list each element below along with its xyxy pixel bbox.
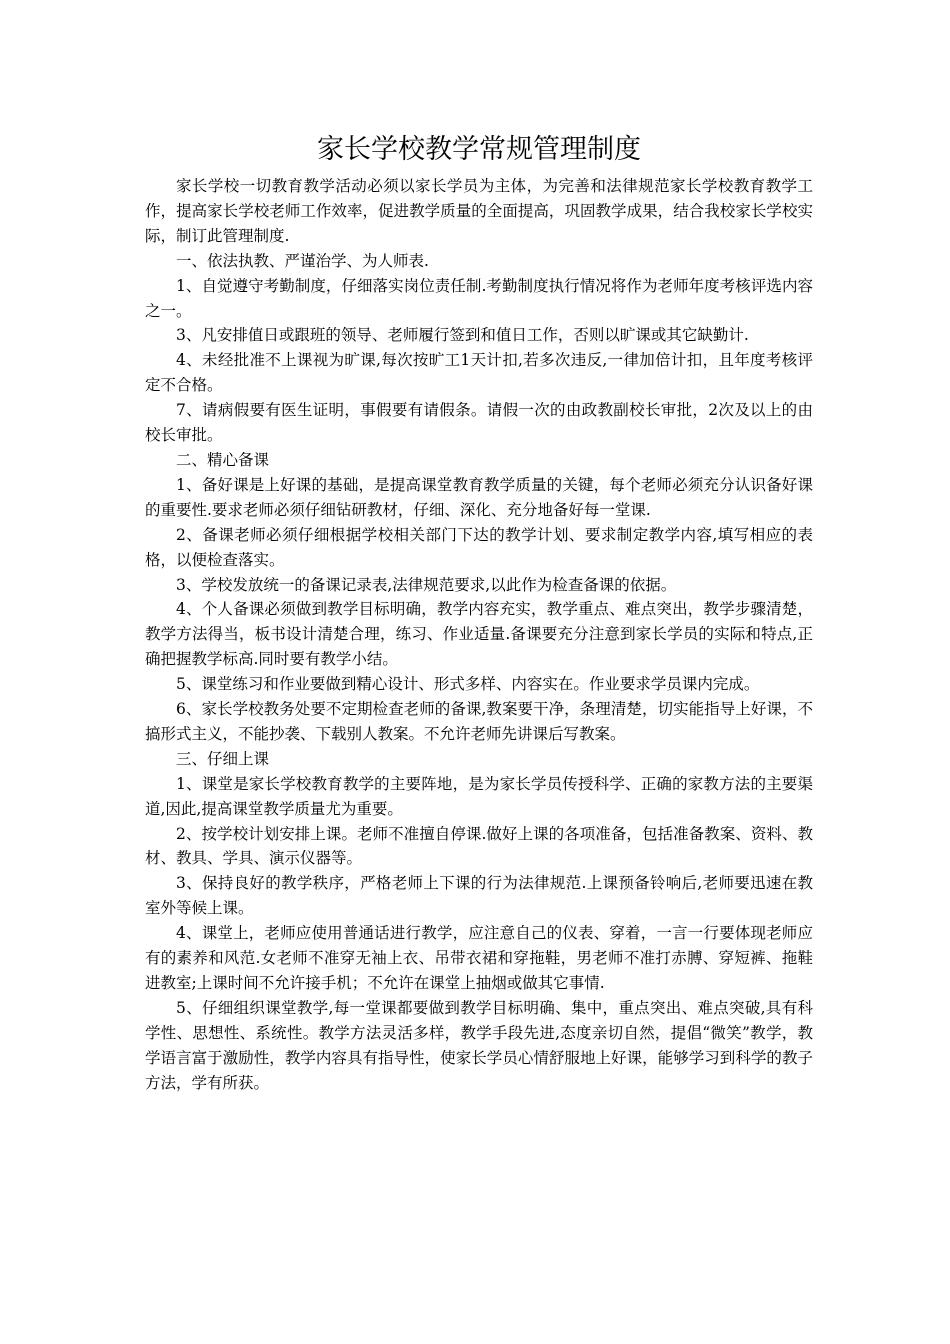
document-body	[145, 174, 813, 1096]
paragraph: 2、备课老师必须仔细根据学校相关部门下达的教学计划、要求制定教学内容,填写相应的表格，以便检查落实。	[145, 525, 813, 569]
paragraph: 4、未经批准不上课视为旷课,每次按旷工1天计扣,若多次违反,一律加倍计扣，且年度考核评定不合格。	[145, 351, 813, 395]
paragraph: 3、学校发放统一的备课记录表,法律规范要求,以此作为检查备课的依据。	[176, 575, 677, 594]
paragraph: 5、仔细组织课堂教学,每一堂课都要做到教学目标明确、集中，重点突出、难点突破,具有科学性、思想性、系统性。教学方法灵活多样，教学手段先进,态度亲切自然，提倡“微笑”教学，教学语言富于激励性，教学内容具有指导性，使家长学员心情舒服地上好课，能够学习到科学的教子方法，学有所获。	[145, 998, 813, 1092]
section-heading-3: 三、仔细上课	[176, 749, 270, 768]
paragraph: 3、凡安排值日或跟班的领导、老师履行签到和值日工作，否则以旷课或其它缺勤计.	[176, 326, 749, 345]
paragraph: 4、课堂上，老师应使用普通话进行教学，应注意自己的仪表、穿着，一言一行要体现老师应有的素养和风范.女老师不准穿无袖上衣、吊带衣裙和穿拖鞋，男老师不准打赤膊、穿短裤、拖鞋进教室;上课时间不允许接手机；不允许在课堂上抽烟或做其它事情.	[145, 924, 813, 992]
paragraph: 7、请病假要有医生证明，事假要有请假条。请假一次的由政教副校长审批，2次及以上的由校长审批。	[145, 401, 813, 445]
document-title: 家长学校教学常规管理制度	[317, 134, 641, 165]
section-heading-2: 二、精心备课	[176, 450, 270, 469]
paragraph: 2、按学校计划安排上课。老师不准擅自停课.做好上课的各项准备，包括准备教案、资料、教材、教具、学具、演示仪器等。	[145, 824, 813, 868]
paragraph: 1、课堂是家长学校教育教学的主要阵地，是为家长学员传授科学、正确的家教方法的主要渠道,因此,提高课堂教学质量尤为重要。	[145, 774, 813, 818]
paragraph: 3、保持良好的教学秩序，严格老师上下课的行为法律规范.上课预备铃响后,老师要迅速在教室外等候上课。	[145, 874, 813, 918]
paragraph: 1、自觉遵守考勤制度，仔细落实岗位责任制.考勤制度执行情况将作为老师年度考核评选内容之一。	[145, 276, 813, 320]
document-content	[145, 128, 813, 1096]
paragraph: 5、课堂练习和作业要做到精心设计、形式多样、内容实在。作业要求学员课内完成。	[176, 675, 760, 694]
paragraph-intro: 家长学校一切教育教学活动必须以家长学员为主体，为完善和法律规范家长学校教育教学工作，提高家长学校老师工作效率，促进教学质量的全面提高，巩固教学成果，结合我校家长学校实际，制订此管理制度.	[145, 177, 813, 245]
paragraph: 6、家长学校教务处要不定期检查老师的备课,教案要干净，条理清楚，切实能指导上好课，不搞形式主义，不能抄袭、下载别人教案。不允许老师先讲课后写教案。	[145, 700, 813, 743]
paragraph: 1、备好课是上好课的基础，是提高课堂教育教学质量的关键，每个老师必须充分认识备好课的重要性.要求老师必须仔细钻研教材，仔细、深化、充分地备好每一堂课.	[145, 475, 813, 519]
paragraph: 4、个人备课必须做到教学目标明确，教学内容充实，教学重点、难点突出，教学步骤清楚，教学方法得当，板书设计清楚合理，练习、作业适量.备课要充分注意到家长学员的实际和特点,正确把握教学标高.同时要有教学小结。	[145, 600, 813, 669]
section-heading-1: 一、依法执教、严谨治学、为人师表.	[176, 251, 429, 270]
